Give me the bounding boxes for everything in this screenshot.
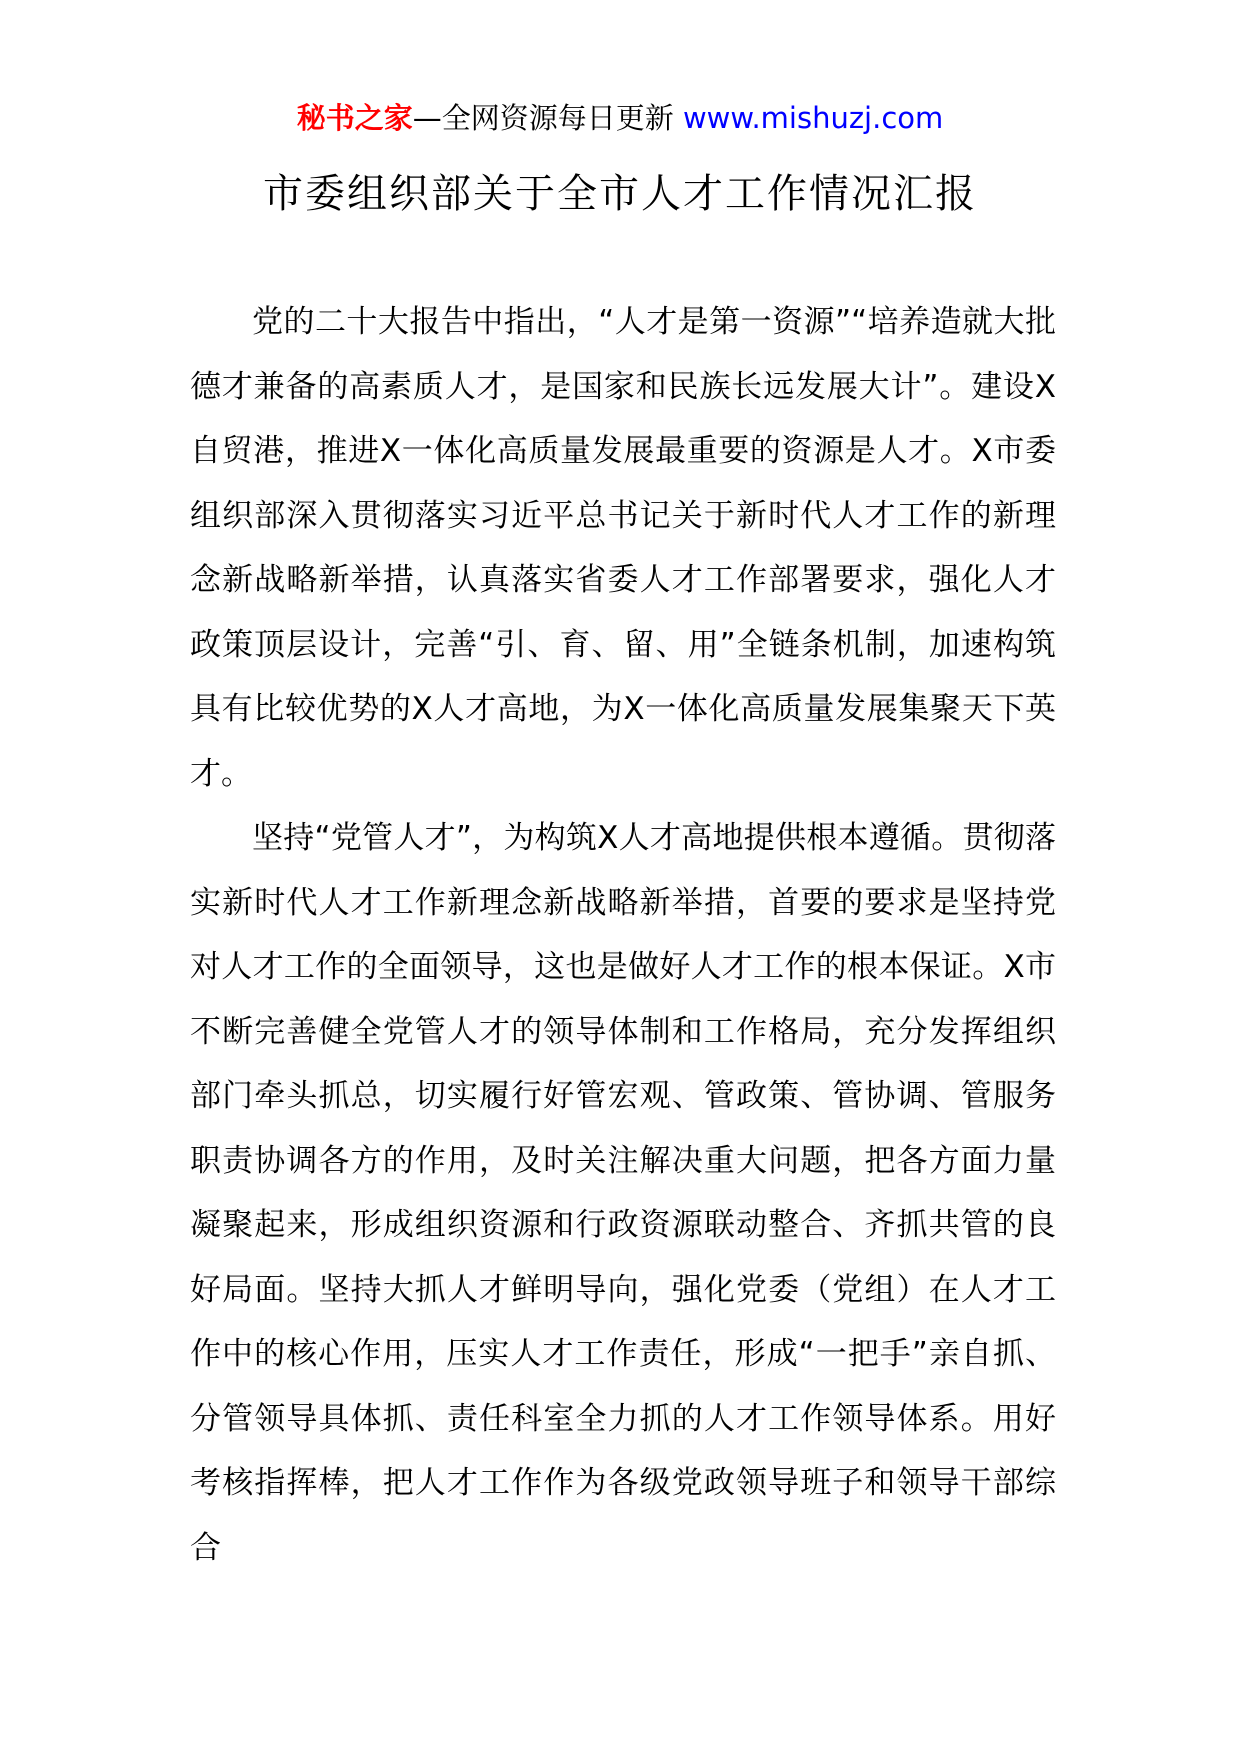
document-title: 市委组织部关于全市人才工作情况汇报 xyxy=(263,171,977,217)
paragraph: 党的二十大报告中指出，“人才是第一资源”“培养造就大批德才兼备的高素质人才，是国家和民族长远发展大计”。建设X自贸港，推进X一体化高质量发展最重要的资源是人才。X市委组织部深入贯彻落实习近平总书记关于新时代人才工作的新理念新战略新举措，认真落实省委人才工作部署要求，强化人才政策顶层设计，完善“引、育、留、用”全链条机制，加速构筑具有比较优势的X人才高地，为X一体化高质量发展集聚天下英才。 xyxy=(190,304,1056,792)
document-body xyxy=(190,290,1056,1580)
site-tagline: —全网资源每日更新 xyxy=(412,101,674,135)
site-header xyxy=(0,98,1240,138)
site-url-link[interactable]: www.mishuzj.com xyxy=(682,101,944,135)
site-brand: 秘书之家 xyxy=(296,101,413,135)
paragraph: 坚持“党管人才”，为构筑X人才高地提供根本遵循。贯彻落实新时代人才工作新理念新战略新举措，首要的要求是坚持党对人才工作的全面领导，这也是做好人才工作的根本保证。X市不断完善健全党管人才的领导体制和工作格局，充分发挥组织部门牵头抓总，切实履行好管宏观、管政策、管协调、管服务职责协调各方的作用，及时关注解决重大问题，把各方面力量凝聚起来，形成组织资源和行政资源联动整合、齐抓共管的良好局面。坚持大抓人才鲜明导向，强化党委（党组）在人才工作中的核心作用，压实人才工作责任，形成“一把手”亲自抓、分管领导具体抓、责任科室全力抓的人才工作领导体系。用好考核指挥棒，把人才工作作为各级党政领导班子和领导干部综合 xyxy=(190,820,1056,1566)
